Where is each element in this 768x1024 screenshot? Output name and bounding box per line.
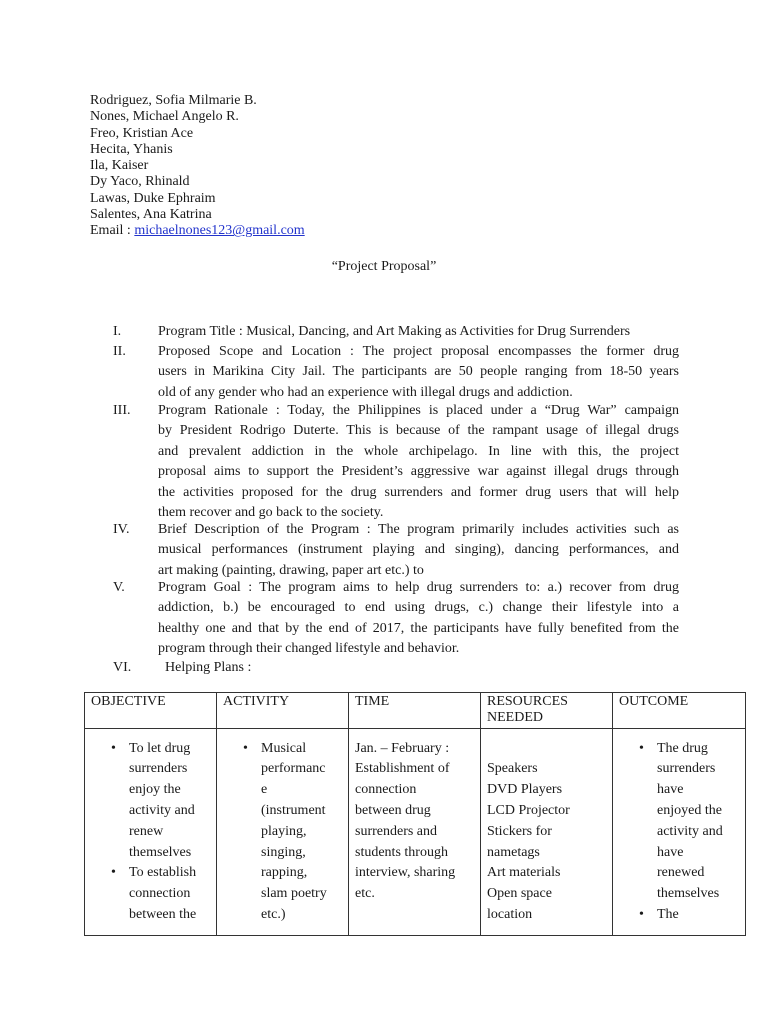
cell-line: singing, xyxy=(261,844,306,860)
cell-line: e xyxy=(261,782,268,798)
cell-line: students through xyxy=(355,844,448,860)
cell-line: enjoyed the xyxy=(657,802,722,818)
author-name: Salentes, Ana Katrina xyxy=(90,207,212,223)
section-number: II. xyxy=(113,344,126,359)
list-item xyxy=(129,739,210,864)
section-line: the activities proposed for the drug surrenders and former drug users that will help xyxy=(158,484,679,500)
cell-line: • Musical xyxy=(261,740,307,756)
section-line: by President Rodrigo Duterte. This is because of the rampant usage of illegal drugs xyxy=(158,423,679,439)
helping-plans-table xyxy=(84,692,746,936)
section-line: Program Goal : The program aims to help drug surrenders to: a.) recover from drug xyxy=(158,580,679,595)
time-cell xyxy=(349,728,481,935)
section-body xyxy=(158,578,679,660)
section-line: addiction, b.) be encouraged to end using drugs, c.) change their lifestyle into a xyxy=(158,600,679,616)
cell-line: surrenders and xyxy=(355,823,438,839)
document-title: “Project Proposal” xyxy=(331,259,437,274)
cell-line: (instrument xyxy=(261,802,326,818)
section-line: Program Rationale : Today, the Philippines is placed under a “Drug War” campaign xyxy=(158,403,679,418)
cell-line: • The drug xyxy=(657,740,708,756)
column-header-outcome: OUTCOME xyxy=(613,693,746,729)
list-item xyxy=(657,739,739,905)
cell-line: • To establish xyxy=(129,865,197,881)
section-number: IV. xyxy=(113,522,130,537)
cell-line: etc.) xyxy=(261,906,286,922)
cell-line: location xyxy=(487,906,533,922)
table-header-row xyxy=(85,693,746,729)
cell-line: Speakers xyxy=(487,761,538,777)
column-header-resources: RESOURCES NEEDED xyxy=(481,693,613,729)
cell-line: rapping, xyxy=(261,865,308,881)
section-line: Helping Plans : xyxy=(165,660,252,675)
list-item xyxy=(657,905,739,926)
author-list xyxy=(90,93,305,240)
cell-line xyxy=(487,739,606,760)
section-line: Brief Description of the Program : The program primarily includes activities such as xyxy=(158,522,679,537)
author-name: Ila, Kaiser xyxy=(90,158,149,174)
email-link[interactable]: michaelnones123@gmail.com xyxy=(134,223,305,239)
cell-line: • To let drug xyxy=(129,740,191,756)
cell-line: themselves xyxy=(129,844,192,860)
cell-line: connection xyxy=(129,886,191,902)
cell-line: surrenders xyxy=(129,761,188,777)
section-body xyxy=(158,322,679,342)
column-header-time: TIME xyxy=(349,693,481,729)
author-name: Lawas, Duke Ephraim xyxy=(90,190,216,206)
section-line: healthy one and that by the end of 2017, the participants have fully benefited from the xyxy=(158,620,679,636)
outcome-cell xyxy=(613,728,746,935)
cell-line: renewed xyxy=(657,865,705,881)
section-number: III. xyxy=(113,403,131,418)
cell-line: Stickers for xyxy=(487,823,552,839)
cell-line: nametags xyxy=(487,844,540,860)
activity-cell xyxy=(217,728,349,935)
section-line: them recover and go back to the society. xyxy=(158,505,384,521)
table-row xyxy=(85,728,746,935)
cell-line: performanc xyxy=(261,761,326,777)
section-body xyxy=(158,342,679,403)
section-line: Proposed Scope and Location : The project proposal encompasses the former drug xyxy=(158,344,679,359)
section-line: proposal aims to support the President’s aggressive war against illegal drugs through xyxy=(158,464,679,480)
section-body xyxy=(158,401,679,523)
cell-line: between the xyxy=(129,906,197,922)
section-body xyxy=(165,658,686,678)
author-name: Rodriguez, Sofia Milmarie B. xyxy=(90,93,257,108)
cell-line: Open space xyxy=(487,886,552,902)
cell-line: playing, xyxy=(261,823,307,839)
section-line: users in Marikina City Jail. The participants are 50 people ranging from 18-50 years xyxy=(158,364,679,380)
section-line: Program Title : Musical, Dancing, and Art Making as Activities for Drug Surrenders xyxy=(158,324,631,339)
cell-line: activity and xyxy=(657,823,723,839)
cell-line: activity and xyxy=(129,802,195,818)
activity-list xyxy=(223,739,342,926)
section-line: art making (painting, drawing, paper art etc.) to xyxy=(158,562,424,578)
section-number: I. xyxy=(113,324,122,339)
column-header-objective: OBJECTIVE xyxy=(85,693,217,729)
column-header-activity: ACTIVITY xyxy=(217,693,349,729)
objective-cell xyxy=(85,728,217,935)
cell-line: slam poetry xyxy=(261,886,327,902)
resources-cell xyxy=(481,728,613,935)
cell-line: DVD Players xyxy=(487,782,563,798)
email-line xyxy=(90,223,305,239)
section-line: program through their changed lifestyle and behavior. xyxy=(158,641,460,657)
section-number: V. xyxy=(113,580,125,595)
cell-line: Art materials xyxy=(487,865,561,881)
section-body xyxy=(158,520,679,581)
author-name: Dy Yaco, Rhinald xyxy=(90,174,190,190)
cell-line: surrenders xyxy=(657,761,716,777)
outcome-list xyxy=(619,739,739,926)
cell-line: LCD Projector xyxy=(487,802,570,818)
section-line: old of any gender who had an experience with illegal drugs and addiction. xyxy=(158,384,573,400)
author-name: Nones, Michael Angelo R. xyxy=(90,109,239,125)
objective-list xyxy=(91,739,210,926)
section-number: VI. xyxy=(113,660,132,675)
email-label: Email : xyxy=(90,223,135,239)
cell-line: Establishment of xyxy=(355,761,450,777)
cell-line: etc. xyxy=(355,886,375,902)
section-line: and prevalent addiction in the whole archipelago. In line with this, the project xyxy=(158,443,679,459)
cell-line: between drug xyxy=(355,802,431,818)
author-name: Freo, Kristian Ace xyxy=(90,125,194,141)
cell-line: renew xyxy=(129,823,164,839)
list-item xyxy=(261,739,342,926)
cell-line: Jan. – February : xyxy=(355,740,450,756)
cell-line: enjoy the xyxy=(129,782,181,798)
list-item xyxy=(129,863,210,925)
cell-line: connection xyxy=(355,782,417,798)
cell-line: have xyxy=(657,782,684,798)
section-line: musical performances (instrument playing and singing), dancing performances, and xyxy=(158,542,679,558)
cell-line: themselves xyxy=(657,886,720,902)
author-name: Hecita, Yhanis xyxy=(90,141,173,157)
cell-line: have xyxy=(657,844,684,860)
cell-line: interview, sharing xyxy=(355,865,456,881)
cell-line: • The xyxy=(657,906,679,922)
